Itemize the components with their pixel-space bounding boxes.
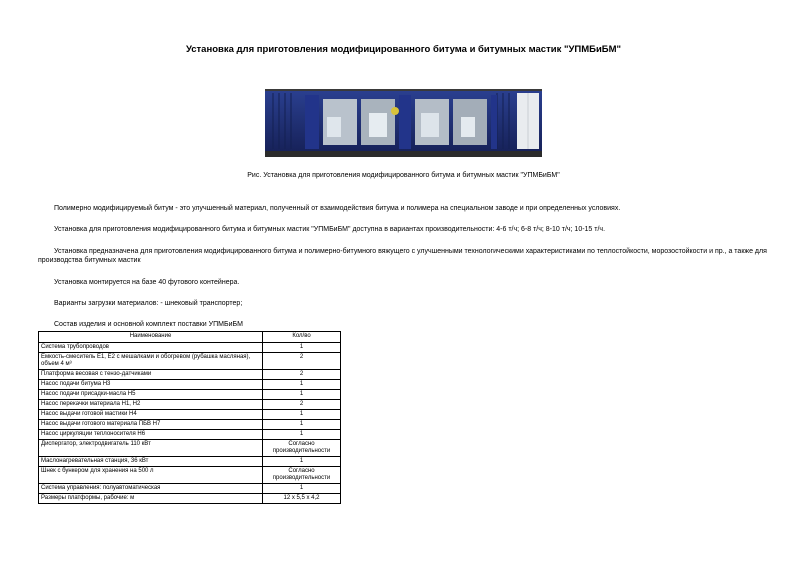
item-name: Система управления: полуавтоматическая	[39, 484, 263, 494]
item-qty: 1	[263, 484, 341, 494]
item-name: Насос перекачки материала Н1, Н2	[39, 400, 263, 410]
item-qty: Согласно производительности	[263, 467, 341, 484]
item-name: Система трубопроводов	[39, 343, 263, 353]
item-name: Размеры платформы, рабочие: м	[39, 494, 263, 504]
table-row	[39, 353, 341, 370]
paragraph-mounting: Установка монтируется на базе 40 футового контейнера.	[54, 279, 240, 286]
item-qty: 2	[263, 400, 341, 410]
table-row	[39, 457, 341, 467]
item-name: Шнек с бункером для хранения на 500 л	[39, 467, 263, 484]
item-qty: 1	[263, 380, 341, 390]
plant-photo-drawing	[265, 89, 542, 157]
equipment-table	[38, 331, 341, 504]
table-row	[39, 494, 341, 504]
column-header-qty: Кол/во	[263, 332, 341, 343]
item-qty: 1	[263, 410, 341, 420]
item-qty: 1	[263, 457, 341, 467]
table-heading: Состав изделия и основной комплект поставки УПМБиБМ	[54, 321, 243, 328]
table-row	[39, 370, 341, 380]
table-row	[39, 380, 341, 390]
item-qty: 2	[263, 353, 341, 370]
table-row	[39, 430, 341, 440]
table-row	[39, 467, 341, 484]
paragraph-capacity: Установка для приготовления модифицированного битума и битумных мастик "УПМБиБМ" доступна в вариантах производительности: 4-6 т/ч; 6-8 т/ч; 8-10 т/ч; 10-15 т/ч.	[54, 226, 606, 233]
paragraph-purpose: Установка предназначена для приготовления модифицированного битума и полимерно-битумного вяжущего с улучшенными технологическими характеристиками по теплостойкости, морозостойкости и пр., а также для производства битумных мастик	[38, 248, 767, 264]
item-qty: 1	[263, 343, 341, 353]
table-header-row	[39, 332, 341, 343]
item-name: Насос выдачи готового материала ПБВ Н7	[39, 420, 263, 430]
item-qty: 1	[263, 420, 341, 430]
item-name: Емкость-смеситель Е1, Е2 с мешалками и обогревом (рубашка масляная), объем 4 м³	[39, 353, 263, 370]
item-qty: 1	[263, 430, 341, 440]
item-name: Насос подачи присадки-масла Н5	[39, 390, 263, 400]
table-row	[39, 440, 341, 457]
table-row	[39, 420, 341, 430]
item-qty: 1	[263, 390, 341, 400]
paragraph-definition: Полимерно модифицируемый битум - это улучшенный материал, полученный от взаимодействия битума и полимера на специальном заводе и при определенных условиях.	[54, 205, 621, 212]
figure-caption: Рис. Установка для приготовления модифицированного битума и битумных мастик "УПМБиБМ"	[247, 172, 560, 179]
item-qty: 2	[263, 370, 341, 380]
containerized-bitumen-plant-photo	[265, 89, 542, 157]
item-name: Насос подачи битума Н3	[39, 380, 263, 390]
table-row	[39, 400, 341, 410]
table-row	[39, 484, 341, 494]
table-row	[39, 390, 341, 400]
item-name: Насос циркуляции теплоносителя Н6	[39, 430, 263, 440]
paragraph-loading: Варианты загрузки материалов: - шнековый транспортер;	[54, 300, 243, 307]
table-row	[39, 410, 341, 420]
item-qty: Согласно производительности	[263, 440, 341, 457]
column-header-name: Наименование	[39, 332, 263, 343]
item-qty: 12 х 5,5 х 4,2	[263, 494, 341, 504]
item-name: Диспергатор, электродвигатель 110 кВт	[39, 440, 263, 457]
item-name: Платформа весовая с тензо-датчиками	[39, 370, 263, 380]
table-row	[39, 343, 341, 353]
page-title: Установка для приготовления модифицированного битума и битумных мастик "УПМБиБМ"	[185, 44, 622, 55]
item-name: Насос выдачи готовой мастики Н4	[39, 410, 263, 420]
item-name: Маслонагревательная станция, 36 кВт	[39, 457, 263, 467]
